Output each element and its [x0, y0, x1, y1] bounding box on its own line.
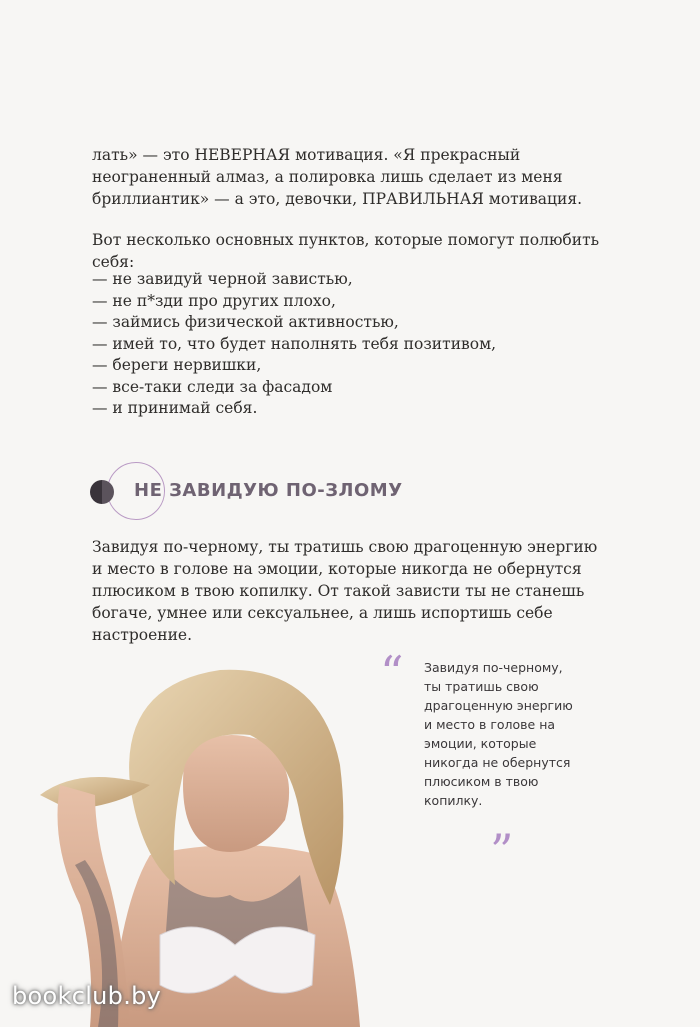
- paragraph-envy: Завидуя по-черному, ты тратишь свою драгоценную энергию и место в голове на эмоции, которые никогда не обернутся плюсиком в твою копилку. От такой зависти ты не станешь богаче, умнее или сексуальнее, а лишь испортишь себе настроение.: [92, 538, 598, 644]
- section-heading: НЕ ЗАВИДУЮ ПО-ЗЛОМУ: [134, 480, 403, 501]
- list-item: — не завидуй черной завистью,: [92, 270, 353, 288]
- list-item: — займись физической активностью,: [92, 313, 399, 331]
- list-item: — не п*зди про других плохо,: [92, 291, 336, 310]
- paragraph-list-intro: Вот несколько основных пунктов, которые помогут полюбить себя:: [92, 231, 600, 271]
- quote-close-icon: ”: [490, 824, 514, 878]
- watermark: bookclub.by: [12, 982, 162, 1010]
- paragraph-motivation: лать» — это НЕВЕРНАЯ мотивация. «Я прекрасный неограненный алмаз, а полировка лишь сделает из меня бриллиантик» — а это, девочки, ПРАВИЛЬНАЯ мотивация.: [92, 146, 583, 208]
- section-heading-block: [90, 462, 510, 522]
- list-item: — все-таки следи за фасадом: [92, 377, 333, 396]
- woman-photo: [0, 645, 410, 1027]
- list-item: — имей то, что будет наполнять тебя позитивом,: [92, 334, 497, 353]
- half-moon-icon: [90, 480, 114, 504]
- list-item: — и принимай себя.: [92, 399, 258, 417]
- quote-open-icon: “: [380, 646, 404, 700]
- list-item: — береги нервишки,: [92, 356, 262, 374]
- self-love-list: [92, 269, 496, 420]
- pull-quote-text: Завидуя по-черному, ты тратишь свою драгоценную энергию и место в голове на эмоции, которые никогда не обернутся плюсиком в твою копилку.: [424, 660, 573, 808]
